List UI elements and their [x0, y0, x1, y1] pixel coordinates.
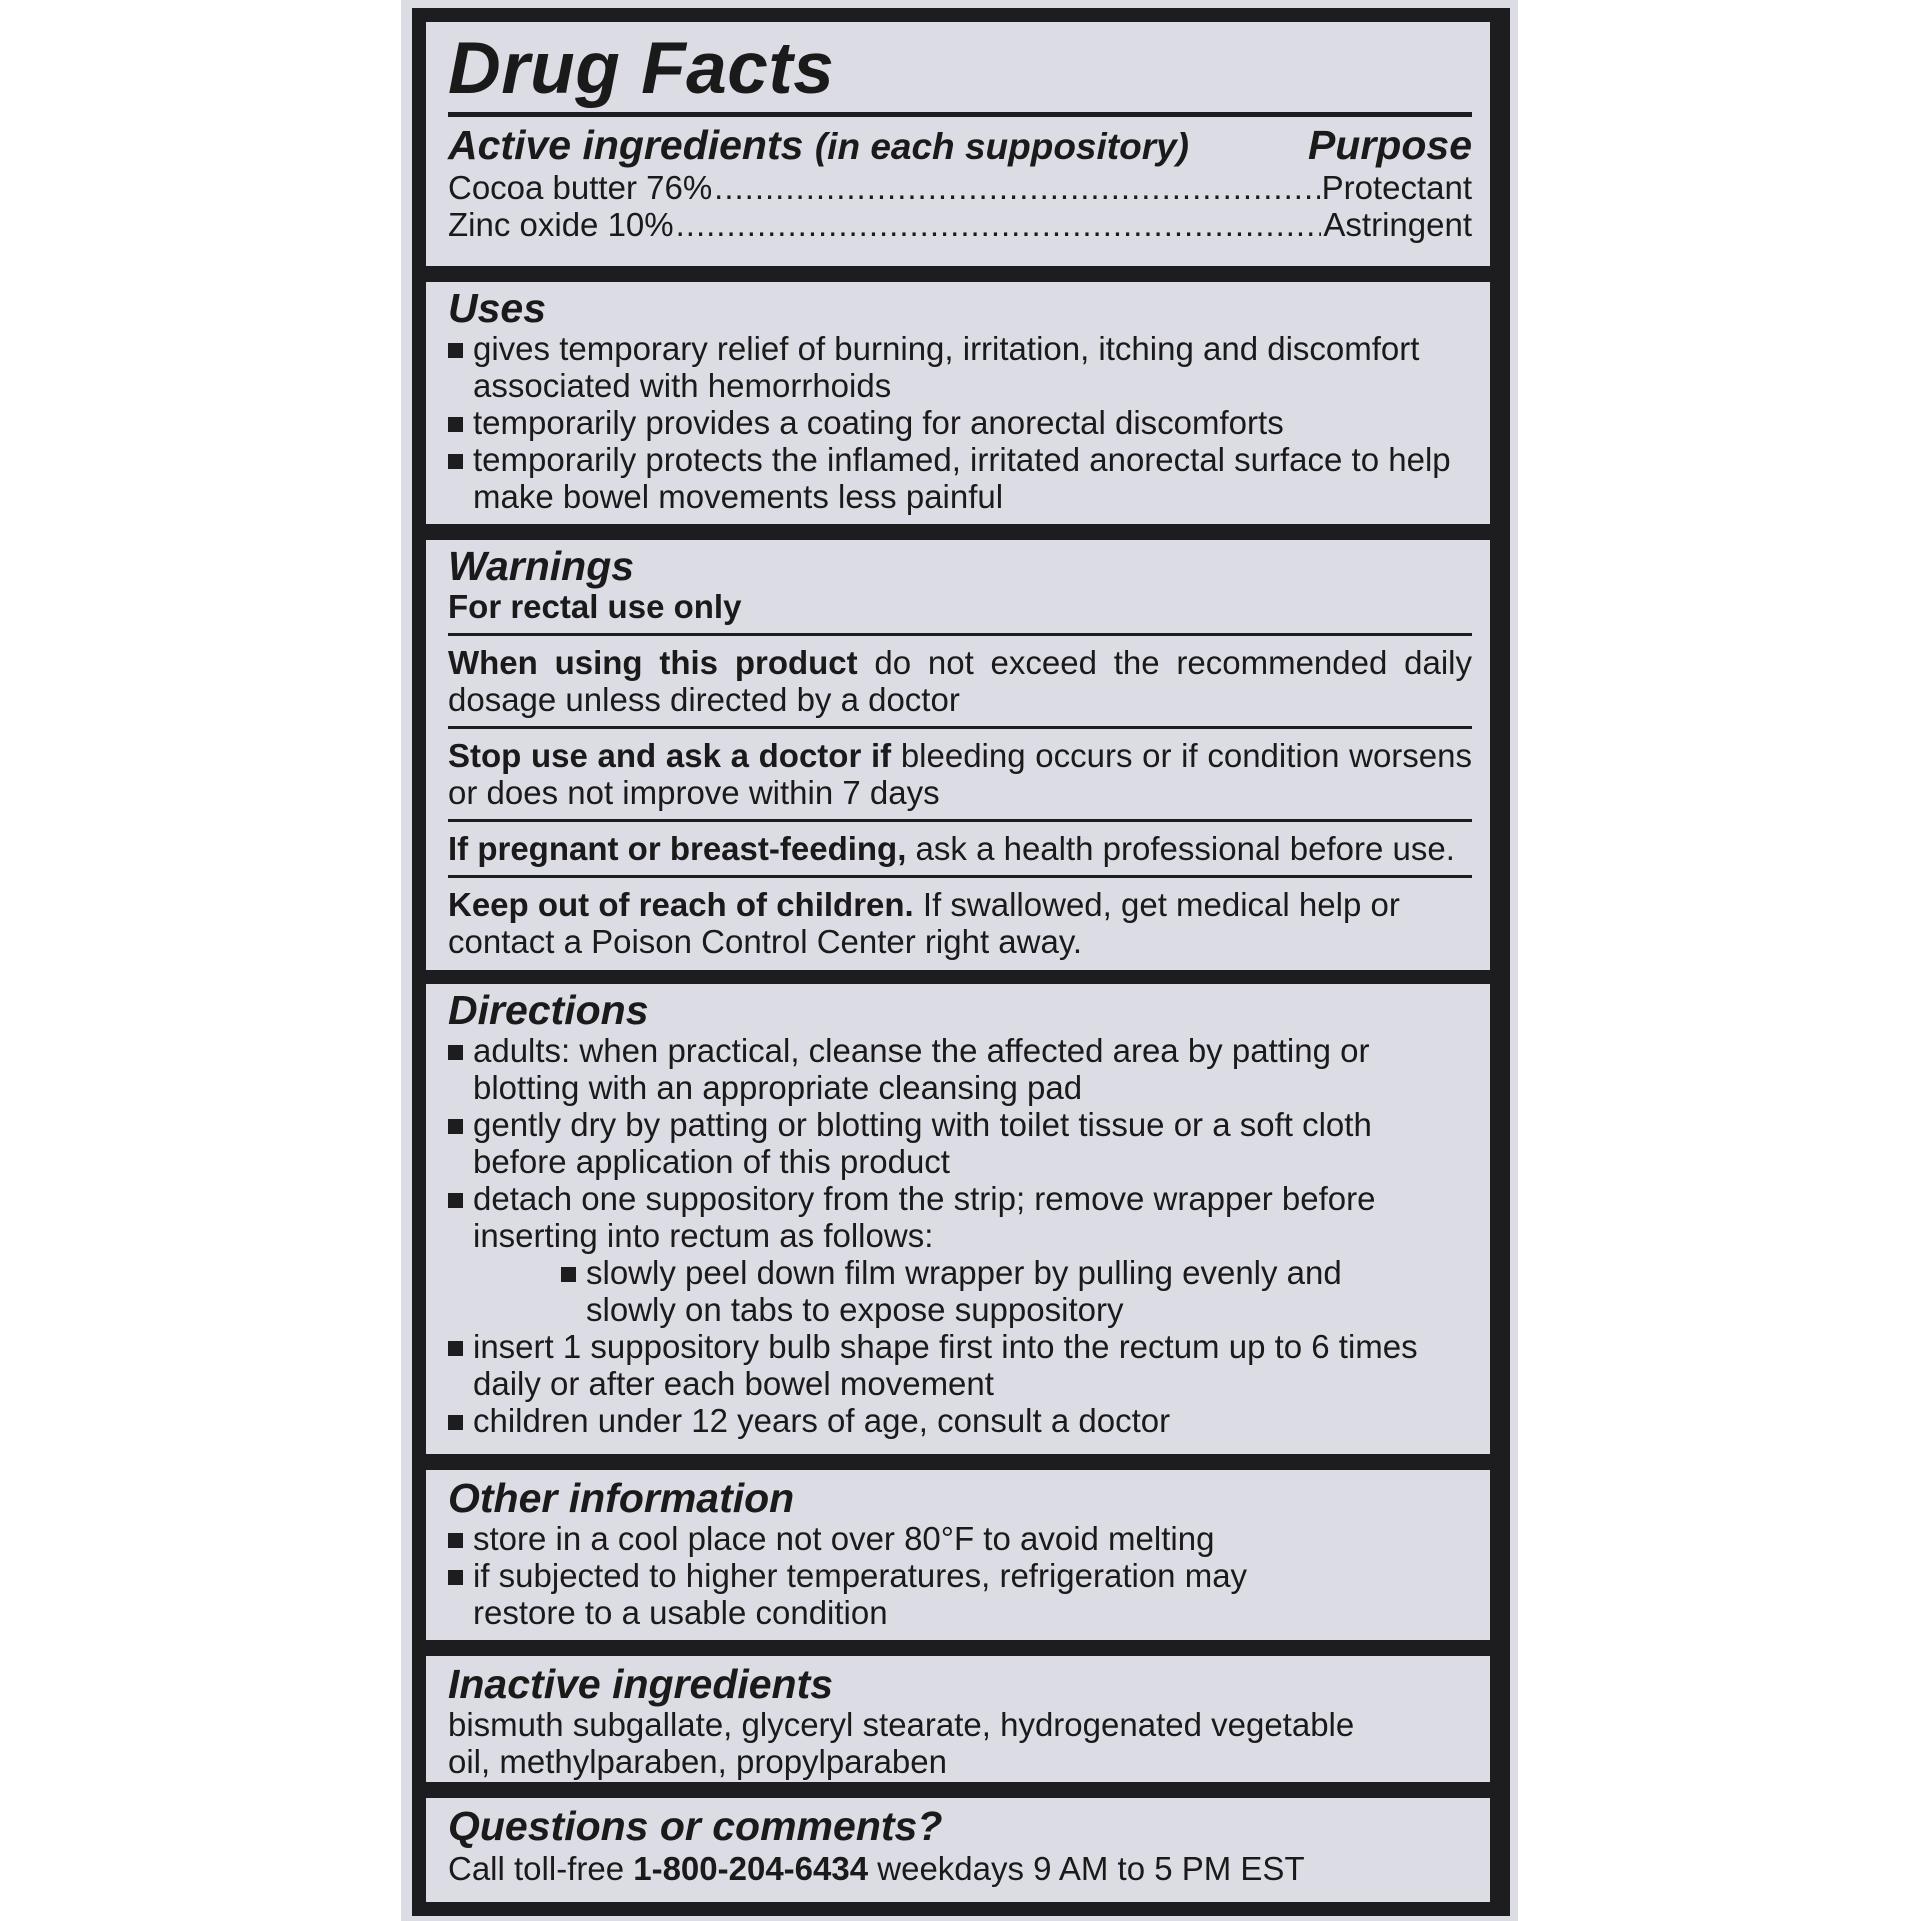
divider	[448, 633, 1472, 636]
other-information-heading: Other information	[448, 1475, 795, 1521]
directions-list	[448, 1032, 1460, 1439]
questions-section	[426, 1798, 1490, 1902]
list-item: adults: when practical, cleanse the affected area by patting or blotting with an appropriate cleansing pad	[448, 1032, 1460, 1106]
pregnancy-warning	[448, 830, 1472, 867]
warnings-heading: Warnings	[448, 543, 635, 589]
purpose-heading: Purpose	[1307, 122, 1472, 168]
ingredient-name: Cocoa butter 76%	[448, 169, 713, 206]
children-warning	[448, 886, 1472, 960]
active-heading-note: (in each suppository)	[814, 126, 1189, 167]
list-item: temporarily provides a coating for anorectal discomforts	[448, 404, 1472, 441]
rectal-use-text: For rectal use only	[448, 588, 742, 625]
active-ingredients-header	[448, 123, 1472, 169]
contact-line	[448, 1850, 1472, 1887]
active-ingredients-heading	[448, 123, 1189, 169]
children-text: If swallowed, get medical help or contact a Poison Control Center right away.	[448, 886, 1400, 960]
when-using-warning	[448, 644, 1472, 718]
ingredient-name: Zinc oxide 10%	[448, 206, 674, 243]
pregnancy-label: If pregnant or breast-feeding,	[448, 830, 907, 867]
divider	[448, 819, 1472, 822]
inactive-ingredients-heading: Inactive ingredients	[448, 1661, 834, 1707]
other-information-list	[448, 1520, 1310, 1631]
drug-facts-title: Drug Facts	[448, 28, 835, 109]
pregnancy-text: ask a health professional before use.	[906, 830, 1455, 867]
list-item: children under 12 years of age, consult a doctor	[448, 1402, 1460, 1439]
list-item: temporarily protects the inflamed, irritated anorectal surface to help make bowel movements less painful	[448, 441, 1472, 515]
when-using-text: do not exceed the recommended daily dosage unless directed by a doctor	[448, 644, 1472, 718]
list-item: detach one suppository from the strip; remove wrapper before inserting into rectum as follows:	[448, 1180, 1460, 1254]
sub-list-item: slowly peel down film wrapper by pulling evenly and slowly on tabs to expose suppository	[448, 1254, 1460, 1328]
divider	[448, 875, 1472, 878]
active-heading-text: Active ingredients	[448, 122, 804, 168]
phone-number[interactable]: 1-800-204-6434	[633, 1850, 869, 1887]
inactive-ingredients-section	[426, 1656, 1490, 1782]
warnings-section	[426, 540, 1490, 970]
list-item: gently dry by patting or blotting with toilet tissue or a soft cloth before application of this product	[448, 1106, 1460, 1180]
contact-hours: weekdays 9 AM to 5 PM EST	[868, 1850, 1305, 1887]
children-label: Keep out of reach of children.	[448, 886, 914, 923]
directions-heading: Directions	[448, 987, 649, 1033]
directions-section	[426, 984, 1490, 1454]
list-item: store in a cool place not over 80°F to avoid melting	[448, 1520, 1310, 1557]
uses-section	[426, 282, 1490, 524]
stop-use-text: bleeding occurs or if condition worsens or does not improve within 7 days	[448, 737, 1472, 811]
ingredient-row	[448, 169, 1472, 206]
divider	[448, 726, 1472, 729]
stop-use-label: Stop use and ask a doctor if	[448, 737, 892, 774]
when-using-label: When using this product	[448, 644, 858, 681]
ingredient-row	[448, 206, 1472, 243]
questions-heading: Questions or comments?	[448, 1803, 943, 1849]
leader-dots	[714, 169, 1319, 206]
leader-dots	[676, 206, 1322, 243]
uses-list	[448, 330, 1472, 515]
uses-heading: Uses	[448, 285, 547, 331]
stop-use-warning	[448, 737, 1472, 811]
list-item: if subjected to higher temperatures, refrigeration may restore to a usable condition	[448, 1557, 1310, 1631]
contact-prefix: Call toll-free	[448, 1850, 634, 1887]
other-information-section	[426, 1470, 1490, 1640]
list-item: gives temporary relief of burning, irritation, itching and discomfort associated with hemorrhoids	[448, 330, 1472, 404]
ingredient-purpose: Astringent	[1323, 206, 1472, 243]
title-rule	[448, 112, 1472, 117]
inactive-ingredients-text: bismuth subgallate, glyceryl stearate, hydrogenated vegetable oil, methylparaben, propylparaben	[448, 1706, 1355, 1780]
active-ingredients-section	[426, 22, 1490, 266]
ingredient-purpose: Protectant	[1321, 169, 1472, 206]
list-item: insert 1 suppository bulb shape first into the rectum up to 6 times daily or after each bowel movement	[448, 1328, 1460, 1402]
